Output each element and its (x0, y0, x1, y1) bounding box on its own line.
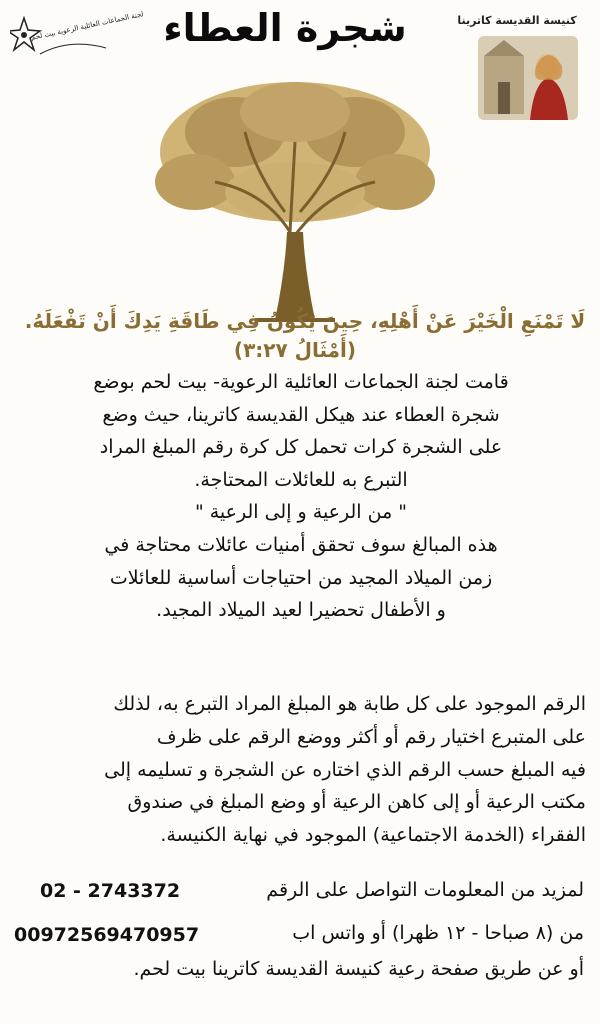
paragraph-line: زمن الميلاد المجيد من احتياجات أساسية للعائلات (109, 566, 493, 589)
paragraph-instructions (14, 688, 586, 852)
paragraph-line: على الشجرة كرات تحمل كل كرة رقم المبلغ المراد (99, 436, 503, 459)
verse-reference: (أَمْثَالُ ٣:٢٧) (233, 338, 357, 362)
logo-text: لجنة الجماعات العائلية الرعوية بيت لحم (30, 10, 145, 42)
paragraph-line: هذه المبالغ سوف تحقق أمنيات عائلات محتاجة في (104, 533, 498, 556)
paragraph-line: على المتبرع اختيار رقم أو أكثر ووضع الرقم على ظرف (156, 725, 586, 748)
phone-number: 02 - 2743372 (40, 880, 181, 902)
church-label: كنيسة القديسة كاترينا (457, 14, 577, 27)
church-photo (478, 36, 578, 120)
paragraph-line: فيه المبلغ حسب الرقم الذي اختاره عن الشجرة و تسليمه إلى (104, 758, 586, 781)
paragraph-line: مكتب الرعية أو إلى كاهن الرعية أو وضع المبلغ في صندوق (127, 791, 586, 814)
tree-icon (145, 72, 445, 322)
paragraph-line: قامت لجنة الجماعات العائلية الرعوية- بيت لحم بوضع (93, 371, 509, 393)
page-title: شجرة العطاء (163, 6, 407, 50)
tree-illustration (145, 72, 445, 322)
paragraph-line: الرقم الموجود على كل طابة هو المبلغ المراد التبرع به، لذلك (113, 693, 586, 715)
contact-page: أو عن طريق صفحة رعية كنيسة القديسة كاترينا بيت لحم. (133, 958, 584, 980)
paragraph-line: شجرة العطاء عند هيكل القديسة كاترينا، حيث وضع (102, 403, 500, 426)
paragraph-line: الفقراء (الخدمة الاجتماعية) الموجود في نهاية الكنيسة. (160, 824, 586, 847)
contact-intro: لمزيد من المعلومات التواصل على الرقم (266, 879, 584, 901)
paragraph-intro (20, 366, 582, 627)
bible-verse: لَا تَمْنَعِ الْخَيْرَ عَنْ أَهْلِهِ، حِينَ يَكُونُ فِي طَاقَةِ يَدِكَ أَنْ تَفْعَلَهُ. (24, 309, 586, 333)
paragraph-line: " من الرعية و إلى الرعية " (194, 501, 408, 524)
whatsapp-number: 00972569470957 (14, 924, 200, 946)
contact-hours: من (٨ صباحا - ١٢ ظهرا) أو واتس اب (292, 922, 584, 944)
paragraph-line: التبرع به للعائلات المحتاجة. (194, 468, 408, 491)
paragraph-line: و الأطفال تحضيرا لعيد الميلاد المجيد. (156, 599, 446, 622)
committee-logo (10, 10, 145, 64)
